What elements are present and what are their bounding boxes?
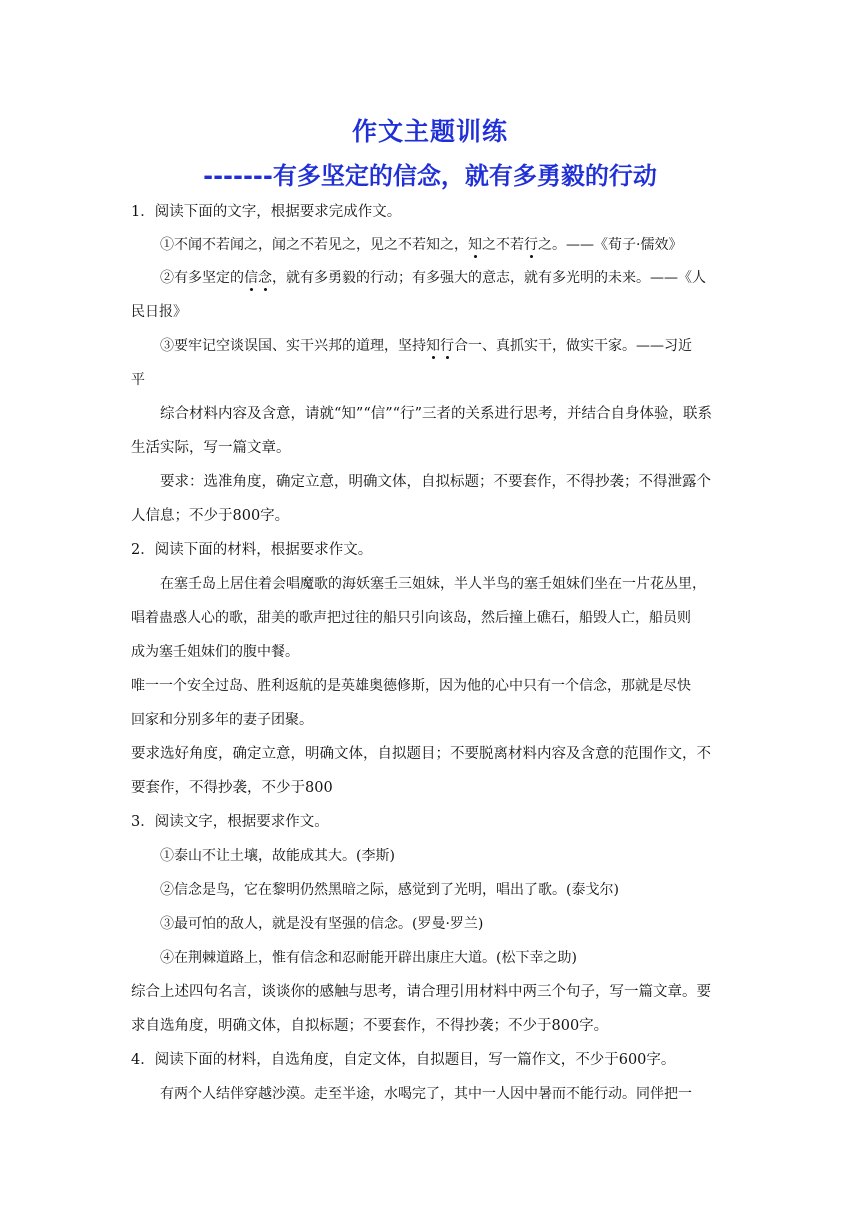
q1-material-2-cont: 民日报》 [131,304,187,320]
q2-paragraph-1: 在塞壬岛上居住着会唱魔歌的海妖塞壬三姐妹，半人半鸟的塞壬姐妹们坐在一片花丛里， [160,576,706,592]
emphasis-dot-char: 信 [244,270,258,286]
q1-material-2: ②有多坚定的信念，就有多勇毅的行动；有多强大的意志，就有多光明的未来。——《人 [160,270,706,286]
emphasis-dot-char: 行 [524,237,538,253]
document-subtitle: -------有多坚定的信念，就有多勇毅的行动 [203,162,657,190]
q2-requirements: 要求选好角度，确定立意，明确文体，自拟题目；不要脱离材料内容及含意的范围作文，不 [131,746,711,762]
q2-paragraph-2: 唯一一个安全过岛、胜利返航的是英雄奥德修斯，因为他的心中只有一个信念，那就是尽快 [131,678,691,694]
q1-material-3-cont: 平 [131,372,145,388]
q3-requirements-cont: 求自选角度，明确文体，自拟标题；不要套作，不得抄袭；不少于800字。 [131,1018,609,1034]
emphasis-dot-char: 行 [440,338,454,354]
q2-paragraph-2-cont: 回家和分别多年的妻子团聚。 [131,712,313,728]
q1-task: 综合材料内容及含意，请就“知”“信”“行”三者的关系进行思考，并结合自身体验，联系 [160,406,712,422]
question-3-heading: 3．阅读文字，根据要求作文。 [131,814,329,830]
document-title: 作文主题训练 [351,117,508,146]
question-2-heading: 2．阅读下面的材料，根据要求作文。 [131,542,373,558]
question-1-heading: 1．阅读下面的文字，根据要求完成作文。 [131,204,402,220]
q3-requirements: 综合上述四句名言，谈谈你的感触与思考，请合理引用材料中两三个句子，写一篇文章。要 [131,984,711,1000]
q1-requirements: 要求：选准角度，确定立意，明确文体，自拟标题；不要套作，不得抄袭；不得泄露个 [160,474,711,490]
q3-quote-2: ②信念是鸟，它在黎明仍然黑暗之际，感觉到了光明，唱出了歌。(泰戈尔) [160,882,619,898]
q3-quote-4: ④在荆棘道路上，惟有信念和忍耐能开辟出康庄大道。(松下幸之助) [160,950,577,966]
emphasis-dot-char: 念 [258,270,272,286]
q3-quote-1: ①泰山不让土壤，故能成其大。(李斯) [160,848,395,864]
q2-requirements-cont: 要套作，不得抄袭，不少于800 [131,780,333,796]
q1-task-cont: 生活实际，写一篇文章。 [131,440,291,456]
q2-paragraph-1-cont: 成为塞壬姐妹们的腹中餐。 [131,644,299,660]
q1-material-3: ③要牢记空谈误国、实干兴邦的道理，坚持知行合一、真抓实干，做实干家。——习近 [160,338,692,354]
emphasis-dot-char: 知 [426,338,440,354]
q3-quote-3: ③最可怕的敌人，就是没有坚强的信念。(罗曼·罗兰) [160,916,484,932]
q2-paragraph-1-cont: 唱着蛊惑人心的歌，甜美的歌声把过往的船只引向该岛，然后撞上礁石，船毁人亡，船员则 [131,610,691,626]
q1-material-1: ①不闻不若闻之，闻之不若见之，见之不若知之，知之不若行之。——《荀子·儒效》 [160,237,683,253]
q1-requirements-cont: 人信息；不少于800字。 [131,508,290,524]
question-4-heading: 4．阅读下面的材料，自选角度，自定文体，自拟题目，写一篇作文，不少于600字。 [131,1052,676,1068]
emphasis-dot-char: 知 [468,237,482,253]
q4-paragraph-1: 有两个人结伴穿越沙漠。走至半途，水喝完了，其中一人因中暑而不能行动。同伴把一 [160,1086,692,1102]
